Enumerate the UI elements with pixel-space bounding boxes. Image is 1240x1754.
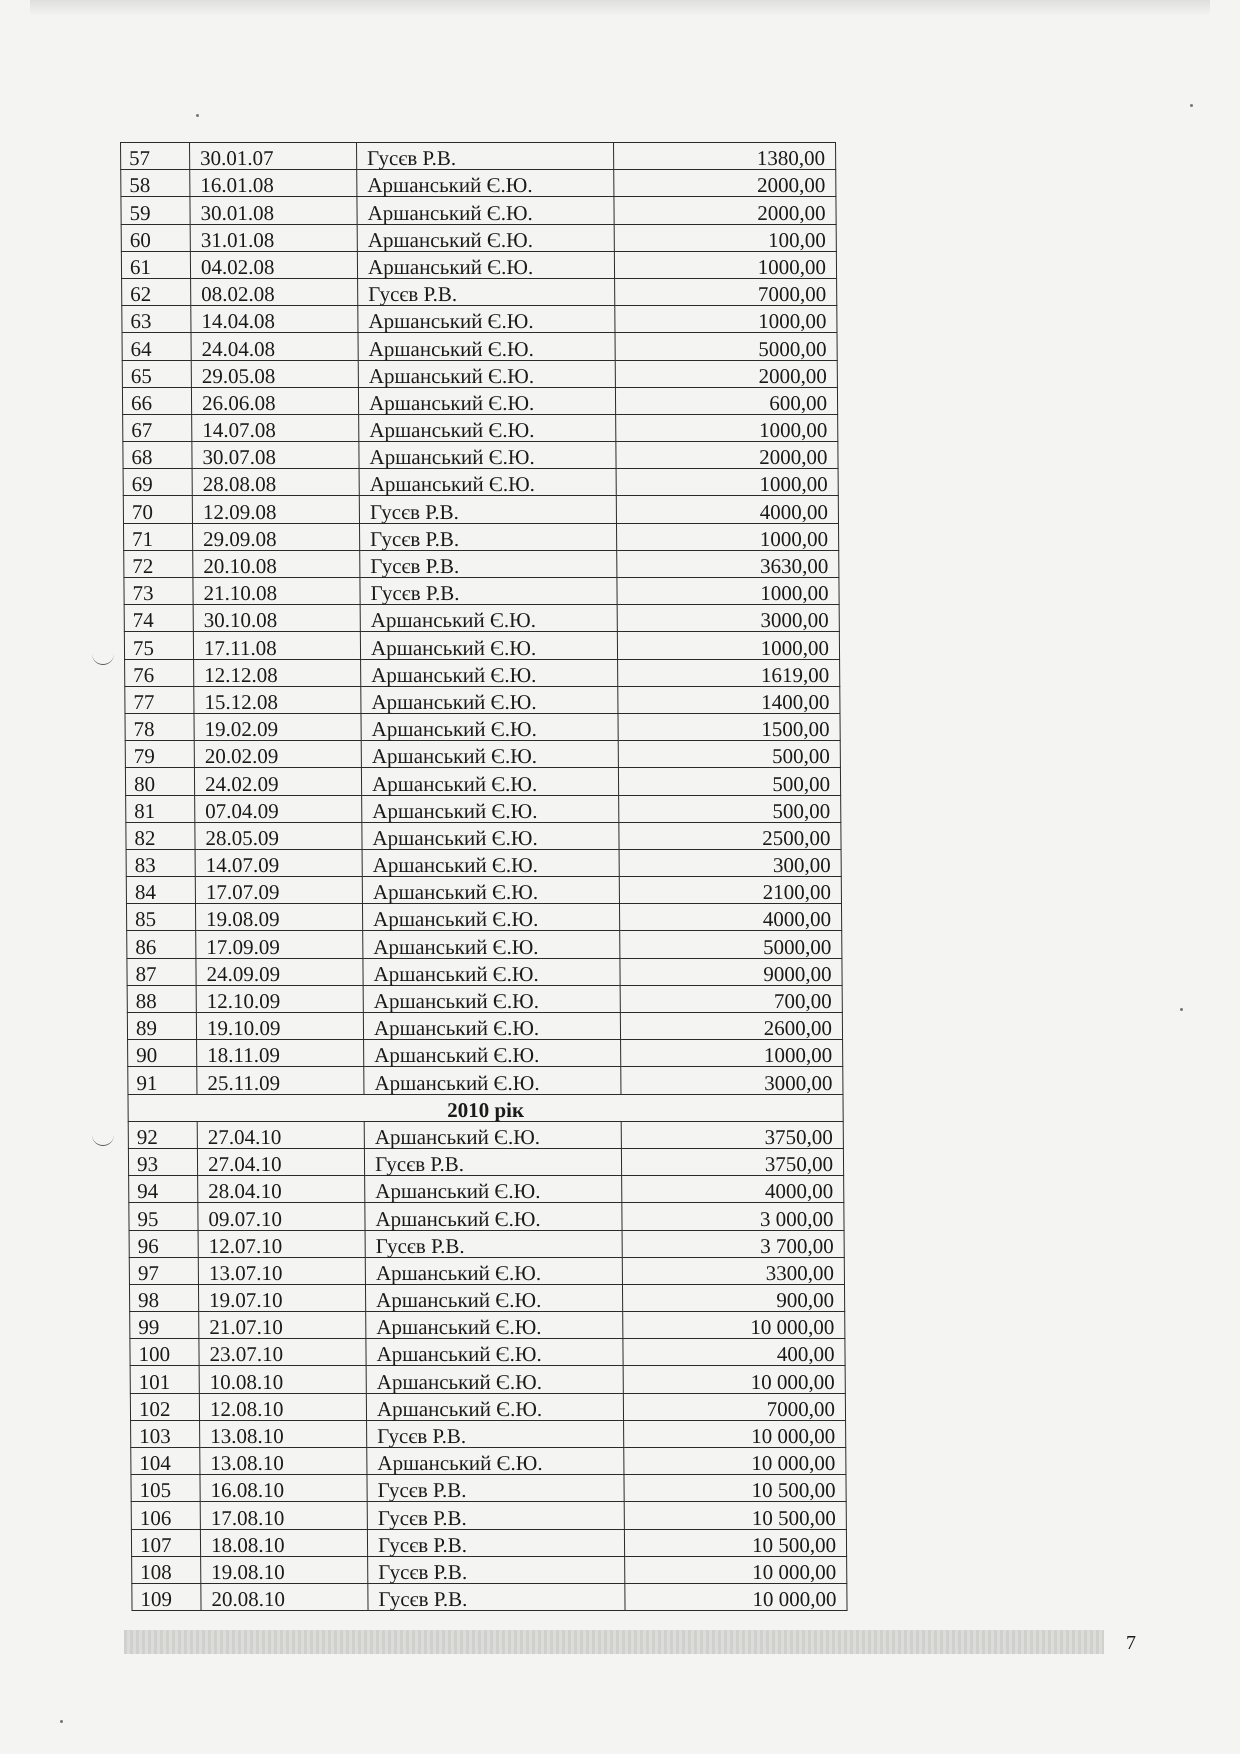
row-number-cell: 63 bbox=[122, 306, 191, 333]
date-cell: 10.08.10 bbox=[199, 1366, 366, 1393]
row-number-cell: 61 bbox=[121, 251, 190, 278]
date-cell: 30.10.08 bbox=[193, 605, 360, 632]
amount-cell: 3 700,00 bbox=[622, 1230, 844, 1257]
payer-name-cell: Аршанський Є.Ю. bbox=[364, 1121, 621, 1148]
payer-name-cell: Аршанський Є.Ю. bbox=[357, 251, 614, 278]
payer-name-cell: Аршанський Є.Ю. bbox=[363, 985, 620, 1012]
payer-name-cell: Гусєв Р.В. bbox=[359, 496, 616, 523]
scan-bottom-bar bbox=[124, 1630, 1104, 1654]
table-row bbox=[129, 1176, 844, 1203]
amount-cell: 1000,00 bbox=[621, 1040, 843, 1067]
row-number-cell: 76 bbox=[125, 659, 194, 686]
table-row bbox=[130, 1393, 845, 1420]
amount-cell: 9000,00 bbox=[620, 958, 842, 985]
row-number-cell: 87 bbox=[127, 958, 196, 985]
payer-name-cell: Аршанський Є.Ю. bbox=[365, 1284, 622, 1311]
table-row bbox=[130, 1366, 845, 1393]
date-cell: 29.09.08 bbox=[192, 523, 359, 550]
date-cell: 14.07.09 bbox=[195, 849, 362, 876]
date-cell: 18.08.10 bbox=[200, 1529, 367, 1556]
row-number-cell: 100 bbox=[130, 1339, 199, 1366]
date-cell: 17.07.09 bbox=[195, 877, 362, 904]
row-number-cell: 81 bbox=[126, 795, 195, 822]
table-row bbox=[122, 387, 837, 414]
scan-top-streak bbox=[30, 0, 1210, 16]
payer-name-cell: Аршанський Є.Ю. bbox=[366, 1366, 623, 1393]
payer-name-cell: Аршанський Є.Ю. bbox=[366, 1393, 623, 1420]
amount-cell: 1500,00 bbox=[618, 713, 840, 740]
table-row bbox=[121, 170, 836, 197]
amount-cell: 2000,00 bbox=[616, 442, 838, 469]
amount-cell: 500,00 bbox=[618, 768, 840, 795]
date-cell: 17.08.10 bbox=[200, 1502, 367, 1529]
row-number-cell: 68 bbox=[123, 442, 192, 469]
date-cell: 20.08.10 bbox=[201, 1583, 368, 1610]
payer-name-cell: Аршанський Є.Ю. bbox=[359, 414, 616, 441]
payer-name-cell: Гусєв Р.В. bbox=[357, 143, 614, 170]
payer-name-cell: Аршанський Є.Ю. bbox=[365, 1257, 622, 1284]
row-number-cell: 65 bbox=[122, 360, 191, 387]
amount-cell: 10 500,00 bbox=[624, 1529, 846, 1556]
date-cell: 08.02.08 bbox=[191, 278, 358, 305]
payer-name-cell: Аршанський Є.Ю. bbox=[366, 1339, 623, 1366]
amount-cell: 2100,00 bbox=[619, 877, 841, 904]
row-number-cell: 69 bbox=[123, 469, 192, 496]
payer-name-cell: Аршанський Є.Ю. bbox=[361, 768, 618, 795]
payments-table-body bbox=[121, 143, 848, 1611]
date-cell: 12.09.08 bbox=[192, 496, 359, 523]
table-row bbox=[125, 686, 840, 713]
payer-name-cell: Аршанський Є.Ю. bbox=[366, 1312, 623, 1339]
payer-name-cell: Аршанський Є.Ю. bbox=[357, 224, 614, 251]
row-number-cell: 93 bbox=[128, 1148, 197, 1175]
table-row bbox=[128, 1121, 843, 1148]
table-row bbox=[122, 333, 837, 360]
amount-cell: 1000,00 bbox=[615, 306, 837, 333]
amount-cell: 3300,00 bbox=[622, 1257, 844, 1284]
scan-speck bbox=[1190, 104, 1193, 107]
date-cell: 21.07.10 bbox=[199, 1312, 366, 1339]
amount-cell: 4000,00 bbox=[616, 496, 838, 523]
table-row bbox=[124, 578, 839, 605]
date-cell: 27.04.10 bbox=[197, 1148, 364, 1175]
scan-speck bbox=[60, 1720, 63, 1723]
row-number-cell: 108 bbox=[132, 1556, 201, 1583]
payer-name-cell: Гусєв Р.В. bbox=[365, 1230, 622, 1257]
amount-cell: 1000,00 bbox=[617, 632, 839, 659]
row-number-cell: 62 bbox=[122, 278, 191, 305]
row-number-cell: 106 bbox=[131, 1502, 200, 1529]
table-row bbox=[123, 496, 838, 523]
table-row bbox=[131, 1502, 846, 1529]
date-cell: 14.07.08 bbox=[192, 414, 359, 441]
amount-cell: 10 000,00 bbox=[623, 1312, 845, 1339]
table-row bbox=[123, 523, 838, 550]
date-cell: 30.01.08 bbox=[190, 197, 357, 224]
date-cell: 31.01.08 bbox=[190, 224, 357, 251]
table-row bbox=[124, 550, 839, 577]
row-number-cell: 78 bbox=[125, 713, 194, 740]
date-cell: 15.12.08 bbox=[194, 686, 361, 713]
table-row bbox=[125, 659, 840, 686]
table-row bbox=[129, 1284, 844, 1311]
table-row bbox=[122, 360, 837, 387]
row-number-cell: 73 bbox=[124, 578, 193, 605]
date-cell: 19.02.09 bbox=[194, 713, 361, 740]
amount-cell: 1400,00 bbox=[618, 686, 840, 713]
payer-name-cell: Аршанський Є.Ю. bbox=[359, 469, 616, 496]
date-cell: 28.04.10 bbox=[198, 1176, 365, 1203]
payments-table bbox=[120, 142, 848, 1611]
payer-name-cell: Аршанський Є.Ю. bbox=[364, 1067, 621, 1094]
amount-cell: 300,00 bbox=[619, 849, 841, 876]
table-row bbox=[130, 1339, 845, 1366]
payer-name-cell: Аршанський Є.Ю. bbox=[365, 1203, 622, 1230]
table-row bbox=[126, 822, 841, 849]
date-cell: 19.08.10 bbox=[201, 1556, 368, 1583]
amount-cell: 2000,00 bbox=[614, 170, 836, 197]
table-row bbox=[129, 1257, 844, 1284]
date-cell: 30.01.07 bbox=[190, 143, 357, 170]
table-row bbox=[127, 958, 842, 985]
date-cell: 28.08.08 bbox=[192, 469, 359, 496]
amount-cell: 600,00 bbox=[615, 387, 837, 414]
payer-name-cell: Аршанський Є.Ю. bbox=[362, 877, 619, 904]
payer-name-cell: Аршанський Є.Ю. bbox=[361, 659, 618, 686]
amount-cell: 3750,00 bbox=[621, 1148, 843, 1175]
amount-cell: 1000,00 bbox=[616, 469, 838, 496]
date-cell: 13.08.10 bbox=[200, 1448, 367, 1475]
amount-cell: 1000,00 bbox=[614, 251, 836, 278]
date-cell: 24.04.08 bbox=[191, 333, 358, 360]
date-cell: 24.09.09 bbox=[196, 958, 363, 985]
table-row bbox=[127, 1013, 842, 1040]
row-number-cell: 101 bbox=[130, 1366, 199, 1393]
payer-name-cell: Аршанський Є.Ю. bbox=[365, 1176, 622, 1203]
payer-name-cell: Аршанський Є.Ю. bbox=[362, 822, 619, 849]
table-row bbox=[125, 713, 840, 740]
payer-name-cell: Аршанський Є.Ю. bbox=[357, 197, 614, 224]
row-number-cell: 57 bbox=[121, 143, 190, 170]
row-number-cell: 109 bbox=[132, 1583, 201, 1610]
year-header-row bbox=[128, 1094, 843, 1121]
year-label: 2010 рік bbox=[128, 1094, 843, 1121]
row-number-cell: 90 bbox=[128, 1040, 197, 1067]
table-row bbox=[122, 278, 837, 305]
row-number-cell: 75 bbox=[124, 632, 193, 659]
date-cell: 12.08.10 bbox=[199, 1393, 366, 1420]
amount-cell: 2500,00 bbox=[619, 822, 841, 849]
row-number-cell: 103 bbox=[131, 1420, 200, 1447]
amount-cell: 10 000,00 bbox=[624, 1448, 846, 1475]
amount-cell: 1380,00 bbox=[614, 143, 836, 170]
payer-name-cell: Аршанський Є.Ю. bbox=[362, 904, 619, 931]
payer-name-cell: Аршанський Є.Ю. bbox=[362, 795, 619, 822]
amount-cell: 10 000,00 bbox=[625, 1583, 847, 1610]
amount-cell: 1000,00 bbox=[617, 578, 839, 605]
payer-name-cell: Аршанський Є.Ю. bbox=[364, 1040, 621, 1067]
date-cell: 20.10.08 bbox=[193, 550, 360, 577]
table-row bbox=[131, 1529, 846, 1556]
row-number-cell: 79 bbox=[125, 741, 194, 768]
payer-name-cell: Аршанський Є.Ю. bbox=[363, 931, 620, 958]
date-cell: 29.05.08 bbox=[191, 360, 358, 387]
row-number-cell: 96 bbox=[129, 1230, 198, 1257]
date-cell: 17.09.09 bbox=[196, 931, 363, 958]
row-number-cell: 64 bbox=[122, 333, 191, 360]
amount-cell: 5000,00 bbox=[620, 931, 842, 958]
date-cell: 13.07.10 bbox=[198, 1257, 365, 1284]
amount-cell: 10 500,00 bbox=[624, 1502, 846, 1529]
amount-cell: 7000,00 bbox=[615, 278, 837, 305]
row-number-cell: 107 bbox=[131, 1529, 200, 1556]
row-number-cell: 72 bbox=[124, 550, 193, 577]
row-number-cell: 66 bbox=[122, 387, 191, 414]
amount-cell: 1000,00 bbox=[616, 523, 838, 550]
table-row bbox=[121, 143, 836, 170]
table-row bbox=[126, 849, 841, 876]
amount-cell: 2600,00 bbox=[620, 1013, 842, 1040]
date-cell: 26.06.08 bbox=[191, 387, 358, 414]
row-number-cell: 82 bbox=[126, 822, 195, 849]
row-number-cell: 99 bbox=[130, 1312, 199, 1339]
table-row bbox=[123, 469, 838, 496]
row-number-cell: 85 bbox=[126, 904, 195, 931]
amount-cell: 10 000,00 bbox=[624, 1420, 846, 1447]
date-cell: 20.02.09 bbox=[194, 741, 361, 768]
amount-cell: 500,00 bbox=[619, 795, 841, 822]
date-cell: 12.12.08 bbox=[194, 659, 361, 686]
table-row bbox=[122, 306, 837, 333]
row-number-cell: 102 bbox=[130, 1393, 199, 1420]
payer-name-cell: Аршанський Є.Ю. bbox=[363, 1013, 620, 1040]
amount-cell: 100,00 bbox=[614, 224, 836, 251]
amount-cell: 1000,00 bbox=[616, 414, 838, 441]
payer-name-cell: Аршанський Є.Ю. bbox=[358, 387, 615, 414]
row-number-cell: 86 bbox=[127, 931, 196, 958]
payer-name-cell: Гусєв Р.В. bbox=[360, 550, 617, 577]
table-row bbox=[124, 605, 839, 632]
amount-cell: 3000,00 bbox=[617, 605, 839, 632]
date-cell: 23.07.10 bbox=[199, 1339, 366, 1366]
amount-cell: 7000,00 bbox=[623, 1393, 845, 1420]
date-cell: 16.08.10 bbox=[200, 1475, 367, 1502]
row-number-cell: 94 bbox=[129, 1176, 198, 1203]
table-row bbox=[125, 768, 840, 795]
date-cell: 13.08.10 bbox=[200, 1420, 367, 1447]
row-number-cell: 84 bbox=[126, 877, 195, 904]
date-cell: 18.11.09 bbox=[197, 1040, 364, 1067]
margin-pencil-mark bbox=[92, 652, 114, 665]
amount-cell: 3630,00 bbox=[617, 550, 839, 577]
date-cell: 25.11.09 bbox=[197, 1067, 364, 1094]
payer-name-cell: Аршанський Є.Ю. bbox=[361, 741, 618, 768]
table-row bbox=[125, 741, 840, 768]
payer-name-cell: Аршанський Є.Ю. bbox=[358, 360, 615, 387]
date-cell: 09.07.10 bbox=[198, 1203, 365, 1230]
row-number-cell: 95 bbox=[129, 1203, 198, 1230]
amount-cell: 1619,00 bbox=[618, 659, 840, 686]
date-cell: 19.08.09 bbox=[195, 904, 362, 931]
amount-cell: 10 000,00 bbox=[623, 1366, 845, 1393]
amount-cell: 3000,00 bbox=[621, 1067, 843, 1094]
amount-cell: 4000,00 bbox=[619, 904, 841, 931]
date-cell: 07.04.09 bbox=[195, 795, 362, 822]
date-cell: 21.10.08 bbox=[193, 578, 360, 605]
date-cell: 19.10.09 bbox=[196, 1013, 363, 1040]
row-number-cell: 77 bbox=[125, 686, 194, 713]
row-number-cell: 89 bbox=[127, 1013, 196, 1040]
date-cell: 12.07.10 bbox=[198, 1230, 365, 1257]
page-number: 7 bbox=[1126, 1632, 1136, 1654]
row-number-cell: 97 bbox=[129, 1257, 198, 1284]
table-row bbox=[131, 1448, 846, 1475]
date-cell: 12.10.09 bbox=[196, 985, 363, 1012]
row-number-cell: 80 bbox=[125, 768, 194, 795]
amount-cell: 10 500,00 bbox=[624, 1475, 846, 1502]
payer-name-cell: Аршанський Є.Ю. bbox=[363, 958, 620, 985]
table-row bbox=[123, 414, 838, 441]
row-number-cell: 58 bbox=[121, 170, 190, 197]
row-number-cell: 74 bbox=[124, 605, 193, 632]
date-cell: 27.04.10 bbox=[197, 1121, 364, 1148]
date-cell: 16.01.08 bbox=[190, 170, 357, 197]
table-row bbox=[132, 1556, 847, 1583]
row-number-cell: 67 bbox=[123, 414, 192, 441]
row-number-cell: 92 bbox=[128, 1121, 197, 1148]
table-row bbox=[129, 1230, 844, 1257]
payer-name-cell: Аршанський Є.Ю. bbox=[358, 306, 615, 333]
table-row bbox=[128, 1040, 843, 1067]
payer-name-cell: Аршанський Є.Ю. bbox=[361, 713, 618, 740]
amount-cell: 3750,00 bbox=[621, 1121, 843, 1148]
table-row bbox=[132, 1583, 847, 1610]
table-row bbox=[127, 985, 842, 1012]
payer-name-cell: Гусєв Р.В. bbox=[367, 1502, 624, 1529]
payer-name-cell: Гусєв Р.В. bbox=[367, 1420, 624, 1447]
amount-cell: 3 000,00 bbox=[622, 1203, 844, 1230]
amount-cell: 4000,00 bbox=[622, 1176, 844, 1203]
payer-name-cell: Гусєв Р.В. bbox=[368, 1583, 625, 1610]
row-number-cell: 91 bbox=[128, 1067, 197, 1094]
row-number-cell: 83 bbox=[126, 849, 195, 876]
row-number-cell: 59 bbox=[121, 197, 190, 224]
date-cell: 14.04.08 bbox=[191, 306, 358, 333]
table-row bbox=[123, 442, 838, 469]
table-row bbox=[121, 197, 836, 224]
payer-name-cell: Гусєв Р.В. bbox=[358, 278, 615, 305]
date-cell: 30.07.08 bbox=[192, 442, 359, 469]
date-cell: 24.02.09 bbox=[194, 768, 361, 795]
payer-name-cell: Гусєв Р.В. bbox=[368, 1556, 625, 1583]
payer-name-cell: Аршанський Є.Ю. bbox=[359, 442, 616, 469]
table-row bbox=[128, 1148, 843, 1175]
payer-name-cell: Аршанський Є.Ю. bbox=[367, 1448, 624, 1475]
date-cell: 19.07.10 bbox=[198, 1284, 365, 1311]
table-row bbox=[126, 877, 841, 904]
row-number-cell: 104 bbox=[131, 1448, 200, 1475]
scan-speck bbox=[196, 114, 199, 117]
row-number-cell: 98 bbox=[129, 1284, 198, 1311]
table-row bbox=[128, 1067, 843, 1094]
date-cell: 04.02.08 bbox=[190, 251, 357, 278]
payer-name-cell: Гусєв Р.В. bbox=[360, 578, 617, 605]
table-row bbox=[126, 795, 841, 822]
table-row bbox=[121, 251, 836, 278]
amount-cell: 2000,00 bbox=[614, 197, 836, 224]
payer-name-cell: Гусєв Р.В. bbox=[367, 1529, 624, 1556]
table-row bbox=[121, 224, 836, 251]
date-cell: 17.11.08 bbox=[193, 632, 360, 659]
payer-name-cell: Аршанський Є.Ю. bbox=[362, 849, 619, 876]
amount-cell: 10 000,00 bbox=[625, 1556, 847, 1583]
amount-cell: 2000,00 bbox=[615, 360, 837, 387]
table-row bbox=[127, 931, 842, 958]
amount-cell: 700,00 bbox=[620, 985, 842, 1012]
payer-name-cell: Гусєв Р.В. bbox=[367, 1475, 624, 1502]
margin-pencil-mark bbox=[92, 1133, 114, 1146]
amount-cell: 500,00 bbox=[618, 741, 840, 768]
payer-name-cell: Аршанський Є.Ю. bbox=[357, 170, 614, 197]
date-cell: 28.05.09 bbox=[195, 822, 362, 849]
payer-name-cell: Гусєв Р.В. bbox=[364, 1148, 621, 1175]
amount-cell: 400,00 bbox=[623, 1339, 845, 1366]
table-row bbox=[131, 1420, 846, 1447]
row-number-cell: 105 bbox=[131, 1475, 200, 1502]
row-number-cell: 88 bbox=[127, 985, 196, 1012]
table-row bbox=[130, 1312, 845, 1339]
payer-name-cell: Аршанський Є.Ю. bbox=[361, 686, 618, 713]
scan-speck bbox=[1180, 1008, 1183, 1011]
payer-name-cell: Аршанський Є.Ю. bbox=[360, 632, 617, 659]
table-row bbox=[124, 632, 839, 659]
table-row bbox=[129, 1203, 844, 1230]
row-number-cell: 71 bbox=[123, 523, 192, 550]
amount-cell: 900,00 bbox=[622, 1284, 844, 1311]
payer-name-cell: Аршанський Є.Ю. bbox=[358, 333, 615, 360]
payer-name-cell: Аршанський Є.Ю. bbox=[360, 605, 617, 632]
payer-name-cell: Гусєв Р.В. bbox=[359, 523, 616, 550]
amount-cell: 5000,00 bbox=[615, 333, 837, 360]
table-row bbox=[126, 904, 841, 931]
table-row bbox=[131, 1475, 846, 1502]
row-number-cell: 70 bbox=[123, 496, 192, 523]
row-number-cell: 60 bbox=[121, 224, 190, 251]
